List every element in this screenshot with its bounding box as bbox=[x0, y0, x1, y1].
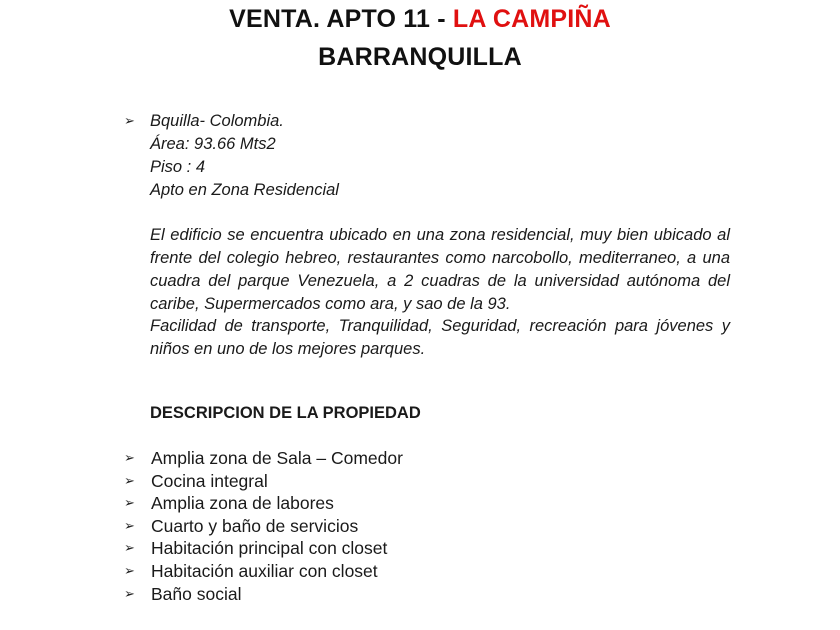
intro-block bbox=[150, 110, 730, 202]
feature-label: Habitación principal con closet bbox=[151, 538, 388, 559]
list-item bbox=[124, 515, 403, 538]
feature-label: Cuarto y baño de servicios bbox=[151, 515, 359, 536]
list-item bbox=[124, 560, 403, 583]
area-text: Área: 93.66 Mts2 bbox=[150, 135, 276, 153]
feature-label: Baño social bbox=[151, 583, 242, 604]
list-item bbox=[124, 537, 403, 560]
page-subtitle: BARRANQUILLA bbox=[318, 43, 522, 71]
amenities-paragraph: Facilidad de transporte, Tranquilidad, Seguridad, recreación para jóvenes y niños en uno de los mejores parques. bbox=[150, 317, 730, 358]
feature-list bbox=[124, 447, 403, 605]
feature-label: Cocina integral bbox=[151, 470, 268, 491]
bullet-arrow-icon: ➢ bbox=[124, 113, 135, 128]
location-description-paragraph: El edificio se encuentra ubicado en una zona residencial, muy bien ubicado al frente del colegio hebreo, restaurantes como narcobollo, mediterraneo, a una cuadra del parque Venezuela, a 2 cuadras de la universidad autónoma del caribe, Supermercados como ara, y sao de la 93. bbox=[150, 226, 730, 313]
feature-label: Amplia zona de labores bbox=[151, 493, 334, 514]
zone-text: Apto en Zona Residencial bbox=[150, 181, 339, 199]
bullet-arrow-icon: ➢ bbox=[124, 517, 135, 533]
bullet-arrow-icon: ➢ bbox=[124, 472, 135, 488]
bullet-arrow-icon: ➢ bbox=[124, 540, 135, 556]
bullet-arrow-icon: ➢ bbox=[124, 562, 135, 578]
title-prefix: VENTA. APTO 11 - bbox=[229, 5, 453, 33]
title-highlight: LA CAMPIÑA bbox=[452, 5, 611, 33]
list-item bbox=[124, 492, 403, 515]
bullet-arrow-icon: ➢ bbox=[124, 495, 135, 511]
feature-label: Amplia zona de Sala – Comedor bbox=[151, 448, 403, 468]
bullet-arrow-icon: ➢ bbox=[124, 585, 135, 601]
feature-label: Habitación auxiliar con closet bbox=[151, 560, 378, 581]
list-item bbox=[124, 470, 403, 493]
list-item bbox=[124, 447, 403, 470]
floor-text: Piso : 4 bbox=[150, 158, 206, 176]
page-title bbox=[0, 4, 840, 34]
list-item bbox=[124, 583, 403, 606]
location-text: Bquilla- Colombia. bbox=[150, 112, 284, 130]
bullet-arrow-icon: ➢ bbox=[124, 450, 135, 465]
property-description-heading: DESCRIPCION DE LA PROPIEDAD bbox=[150, 404, 421, 422]
